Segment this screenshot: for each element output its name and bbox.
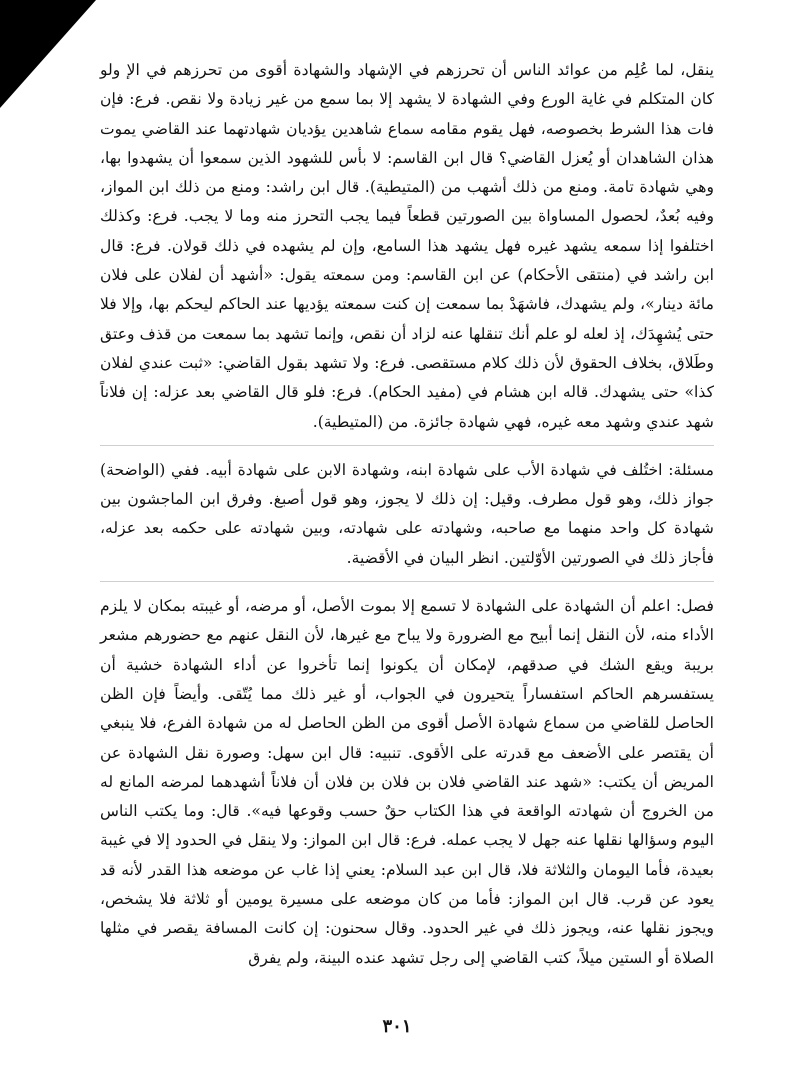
paragraph-divider (100, 581, 714, 582)
paragraph-father-son-testimony: مسئلة: اختُلف في شهادة الأب على شهادة ابنه، وشهادة الابن على شهادة أبيه. ففي (الواضحة) جواز ذلك، وهو قول مطرف. وقيل: إن ذلك لا يجوز، وهو قول أصبغ. وفرق ابن الماجشون بين شهادة كل واحد منهما مع صاحبه، وشهادته على شهادته، وبين شهادته على حكمه بعد عزله، فأجاز ذلك في الصورتين الأوّلتين. انظر البيان في الأقضية. (100, 460, 714, 567)
paragraph-divider (100, 445, 714, 446)
page-number: ٣٠١ (382, 1016, 412, 1037)
corner-shadow-mark (0, 0, 96, 108)
paragraph-witness-transfer: ينقل، لما عُلِم من عوائد الناس أن تحرزهم في الإشهاد والشهادة أقوى من تحرزهم في الإ ولو كان المتكلم في غاية الورع وفي الشهادة لا يشهد إلا بما سمع من غير زيادة ولا نقص. فرع: فإن فات هذا الشرط بخصوصه، فهل يقوم مقامه سماع شاهدين يؤديان شهادتهما عند القاضي يموت هذان الشاهدان أو يُعزل القاضي؟ قال ابن القاسم: لا بأس للشهود الذين سمعوا أن يشهدوا بها، وهي شهادة تامة. ومنع من ذلك أشهب من (المتيطية). قال ابن راشد: ومنع من ذلك ابن المواز، وفيه بُعدٌ، لحصول المساواة بين الصورتين قطعاً فيما يجب التحرز منه وما لا يجب. فرع: وكذلك اختلفوا إذا سمعه يشهد غيره فهل يشهد هذا السامع، وإن لم يشهده في ذلك قولان. فرع: قال ابن راشد في (منتقى الأحكام) عن ابن القاسم: ومن سمعته يقول: «أشهد أن لفلان على فلان مائة دينار»، ولم يشهدك، فاشهَدْ بما سمعت إن كنت سمعته يؤديها عند الحاكم ليحكم بها، وإلا فلا حتى يُشهِدَك، إذ لعله لو علم أنك تنقلها عنه لزاد أن نقص، وإنما تشهد بما سمعت من قذف وعتق وطَلاق، بخلاف الحقوق لأن ذلك كلام مستقصى. فرع: ولا تشهد بقول القاضي: «ثبت عندي لفلان كذا» حتى يشهدك. قاله ابن هشام في (مفيد الحكام). فرع: فلو قال القاضي بعد عزله: إن فلاناً شهد عندي وشهد معه غيره، فهي شهادة جائزة. من (المتيطية). (100, 61, 714, 431)
paragraph-section-testimony-on-testimony: فصل: اعلم أن الشهادة على الشهادة لا تسمع إلا بموت الأصل، أو مرضه، أو غيبته بمكان لا يلزم الأداء منه، لأن النقل إنما أبيح مع الضرورة ولا يباح مع غيرها، لأن النقل عنهم مع حضورهم مشعر بريبة ويقع الشك في صدقهم، لإمكان أن يكونوا إنما تأخروا عن أداء الشهادة خشية أن يستفسرهم الحاكم استفساراً يتحيرون في الجواب، أو غير ذلك مما يُتّقى. وأيضاً فإن الظن الحاصل للقاضي من سماع شهادة الأصل أقوى من الظن الحاصل له من شهادة الفرع، فلا ينبغي أن يقتصر على الأضعف مع قدرته على الأقوى. تنبيه: قال ابن سهل: وصورة نقل الشهادة عن المريض أن يكتب: «شهد عند القاضي فلان بن فلان بن فلان أن فلاناً أشهدهما لمرضه المانع له من الخروج أن شهادته الواقعة في هذا الكتاب حقٌ حسب وقوعها فيه». قال: وما يكتب الناس اليوم وسؤالها نقلها عنه جهل لا يجب عمله. فرع: قال ابن المواز: ولا ينقل في الحدود إلا في غيبة بعيدة، فأما اليومان والثلاثة فلا، قال ابن عبد السلام: يعني إذا غاب عن موضعه هذا القدر لأنه قد يعود عن قرب. قال ابن المواز: فأما من كان موضعه على مسيرة يومين أو ثلاثة فلا يشخص، ويجوز نقلها عنه، ويجوز ذلك في غير الحدود. وقال سحنون: إن كانت المسافة يقصر في مثلها الصلاة أو الستين ميلاً، كتب القاضي إلى رجل تشهد عنده البينة، ولم يفرق (100, 597, 714, 967)
page-body (100, 56, 714, 973)
